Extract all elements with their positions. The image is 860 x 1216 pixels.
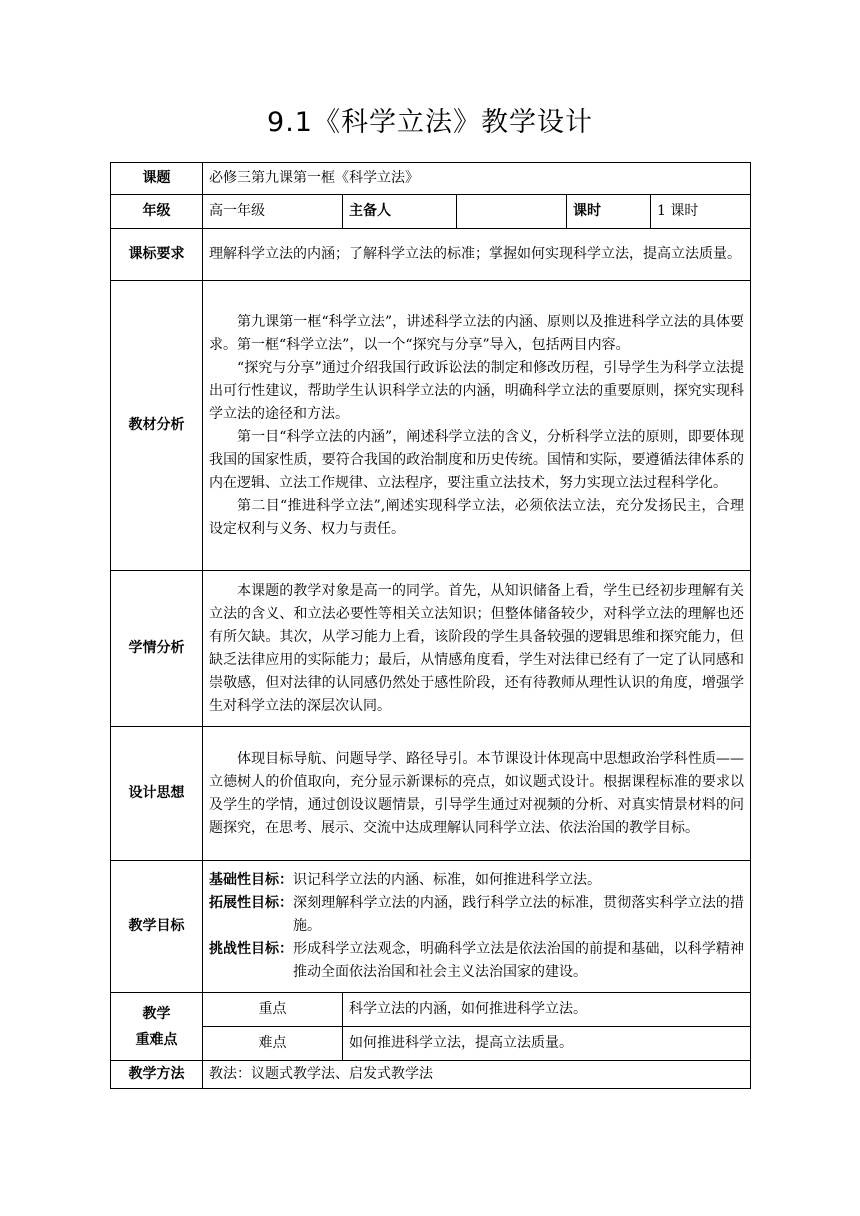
label-methods: 教学方法 — [111, 1061, 203, 1089]
row-grade — [111, 195, 751, 229]
label-design: 设计思想 — [111, 727, 203, 861]
value-topic: 必修三第九课第一框《科学立法》 — [203, 163, 751, 195]
goal-text: 形成科学立法观念，明确科学立法是依法治国的前提和基础，以科学精神推动全面依法治国和社会主义法治国家的建设。 — [293, 941, 745, 980]
textbook-paragraph: 第一目“科学立法的内涵”，阐述科学立法的含义，分析科学立法的原则，即要体现我国的国家性质，要符合我国的政治制度和历史传统。国情和实际，要遵循法律体系的内在逻辑、立法工作规律、立法程序，要注重立法技术，努力实现立法过程科学化。 — [209, 428, 745, 491]
row-key-point — [111, 993, 751, 1027]
label-standard: 课标要求 — [111, 229, 203, 281]
label-key: 重点 — [203, 993, 343, 1027]
goal-item — [209, 938, 744, 984]
goal-item — [209, 869, 744, 892]
row-design — [111, 727, 751, 861]
value-hours: 1 课时 — [651, 195, 751, 229]
goal-name: 拓展性目标： — [209, 895, 293, 911]
text-design: 体现目标导航、问题导学、路径导引。本节课设计体现高中思想政治学科性质——立德树人的价值取向，充分显示新课标的亮点，如议题式设计。根据课程标准的要求以及学生的学情，通过创设议题情景，引导学生通过对视频的分析、对真实情景材料的问题探究，在思考、展示、交流中达成理解认同科学立法、依法治国的教学目标。 — [209, 750, 745, 836]
text-standard: 理解科学立法的内涵；了解科学立法的标准；掌握如何实现科学立法，提高立法质量。 — [209, 246, 741, 262]
label-keypoints-line1: 教学 — [142, 1005, 171, 1022]
label-topic: 课题 — [111, 163, 203, 195]
text-methods: 教法：议题式教学法、启发式教学法 — [203, 1061, 751, 1089]
label-preparer: 主备人 — [343, 195, 457, 229]
lesson-plan-table — [110, 162, 751, 1089]
textbook-paragraph: “探究与分享”通过介绍我国行政诉讼法的制定和修改历程，引导学生为科学立法提出可行性建议，帮助学生认识科学立法的内涵，明确科学立法的重要原则，探究实现科学立法的途径和方法。 — [209, 359, 745, 422]
row-textbook — [111, 281, 751, 571]
goal-text: 深刻理解科学立法的内涵，践行科学立法的标准，贯彻落实科学立法的措施。 — [293, 895, 745, 934]
value-preparer — [457, 195, 567, 229]
goal-name: 挑战性目标： — [209, 941, 293, 957]
label-grade: 年级 — [111, 195, 203, 229]
text-difficult: 如何推进科学立法，提高立法质量。 — [343, 1027, 751, 1061]
text-key: 科学立法的内涵，如何推进科学立法。 — [343, 993, 751, 1027]
textbook-paragraph: 第九课第一框“科学立法”，讲述科学立法的内涵、原则以及推进科学立法的具体要求。第一框“科学立法”，以一个“探究与分享”导入，包括两目内容。 — [209, 313, 745, 353]
label-textbook: 教材分析 — [111, 281, 203, 571]
label-students: 学情分析 — [111, 571, 203, 727]
label-keypoints — [111, 993, 203, 1061]
textbook-paragraph: 第二目“推进科学立法”,阐述实现科学立法，必须依法立法，充分发扬民主，合理设定权利与义务、权力与责任。 — [209, 497, 745, 537]
row-topic — [111, 163, 751, 195]
text-students: 本课题的教学对象是高一的同学。首先，从知识储备上看，学生已经初步理解有关立法的含义、和立法必要性等相关立法知识；但整体储备较少，对科学立法的理解也还有所欠缺。其次，从学习能力上看，该阶段的学生具备较强的逻辑思维和探究能力，但缺乏法律应用的实际能力；最后，从情感角度看，学生对法律已经有了一定了认同感和崇敬感，但对法律的认同感仍然处于感性阶段，还有待教师从理性认识的角度，增强学生对科学立法的深层次认同。 — [209, 582, 745, 714]
row-methods — [111, 1061, 751, 1089]
goal-text: 识记科学立法的内涵、标准，如何推进科学立法。 — [293, 872, 601, 888]
label-goals: 教学目标 — [111, 861, 203, 993]
row-standard — [111, 229, 751, 281]
row-goals — [111, 861, 751, 993]
label-difficult: 难点 — [203, 1027, 343, 1061]
label-keypoints-line2: 重难点 — [135, 1031, 178, 1048]
goal-name: 基础性目标： — [209, 872, 293, 888]
document-title: 9.1《科学立法》教学设计 — [267, 107, 593, 138]
row-difficult-point — [111, 1027, 751, 1061]
value-grade: 高一年级 — [203, 195, 343, 229]
label-hours: 课时 — [567, 195, 651, 229]
goal-item — [209, 892, 744, 938]
row-students — [111, 571, 751, 727]
